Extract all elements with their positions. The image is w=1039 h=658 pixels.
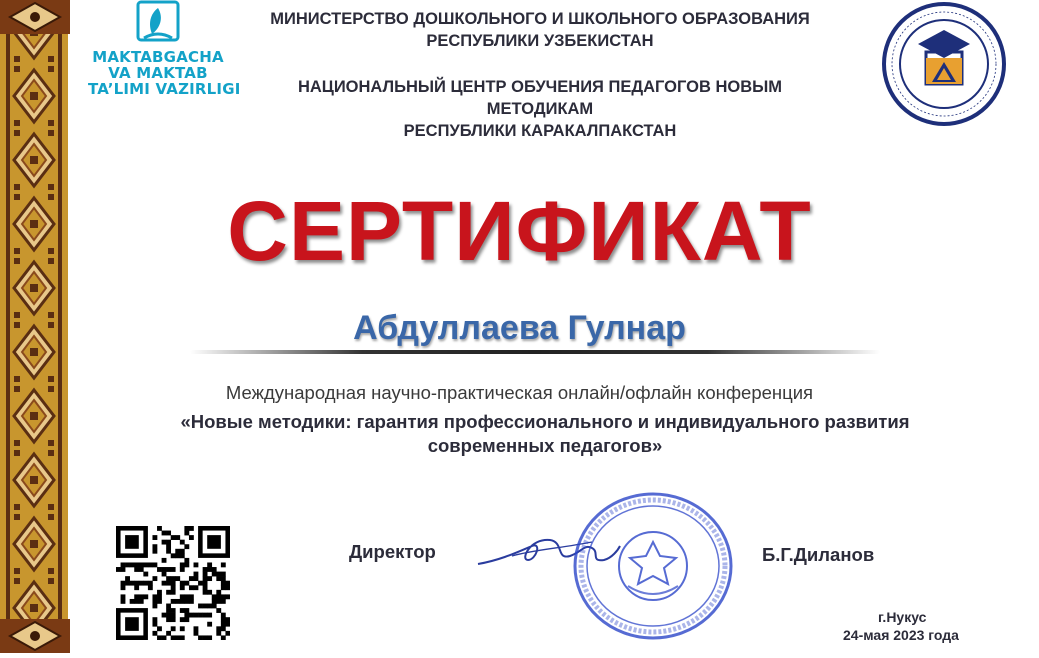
ministry-line-2: РЕСПУБЛИКИ УЗБЕКИСТАН — [426, 32, 654, 50]
corner-ornament-bottom — [0, 619, 70, 653]
logo-text-line-3: TA’LIMI VAZIRLIGI — [88, 80, 241, 98]
center-emblem — [876, 0, 1020, 132]
corner-ornament-top — [0, 0, 70, 34]
center-heading — [230, 76, 850, 142]
ministry-line-1: МИНИСТЕРСТВО ДОШКОЛЬНОГО И ШКОЛЬНОГО ОБРАЗОВАНИЯ — [270, 10, 810, 28]
signatory-name: Б.Г.Диланов — [762, 544, 875, 565]
center-line-2: МЕТОДИКАМ — [486, 100, 594, 118]
center-line-3: РЕСПУБЛИКИ КАРАКАЛПАКСТАН — [403, 122, 677, 140]
conference-title-line-2: современных педагогов» — [427, 435, 663, 456]
center-line-1: НАЦИОНАЛЬНЫЙ ЦЕНТР ОБУЧЕНИЯ ПЕДАГОГОВ НОВЫМ — [297, 78, 783, 96]
issue-date: 24-мая 2023 года — [843, 627, 959, 643]
ministry-heading — [230, 8, 850, 52]
divider-line — [190, 350, 880, 354]
certificate-title: СЕРТИФИКАТ — [227, 184, 812, 278]
issue-city: г.Нукус — [878, 609, 927, 625]
logo-text-line-2: VA MAKTAB — [108, 64, 208, 82]
signatory-role: Директор — [349, 541, 436, 562]
logo-text-line-1: MAKTABGACHA — [92, 48, 224, 66]
conference-title-line-1: «Новые методики: гарантия профессионального и индивидуального развития — [180, 411, 910, 432]
conference-title — [170, 410, 920, 458]
qr-code[interactable] — [116, 526, 230, 640]
conference-description: Международная научно-практическая онлайн/офлайн конференция — [225, 382, 814, 403]
ministry-logo — [88, 0, 241, 110]
recipient-name: Абдуллаева Гулнар — [353, 309, 686, 347]
book-leaf-icon — [134, 0, 182, 44]
official-stamp — [568, 486, 738, 646]
